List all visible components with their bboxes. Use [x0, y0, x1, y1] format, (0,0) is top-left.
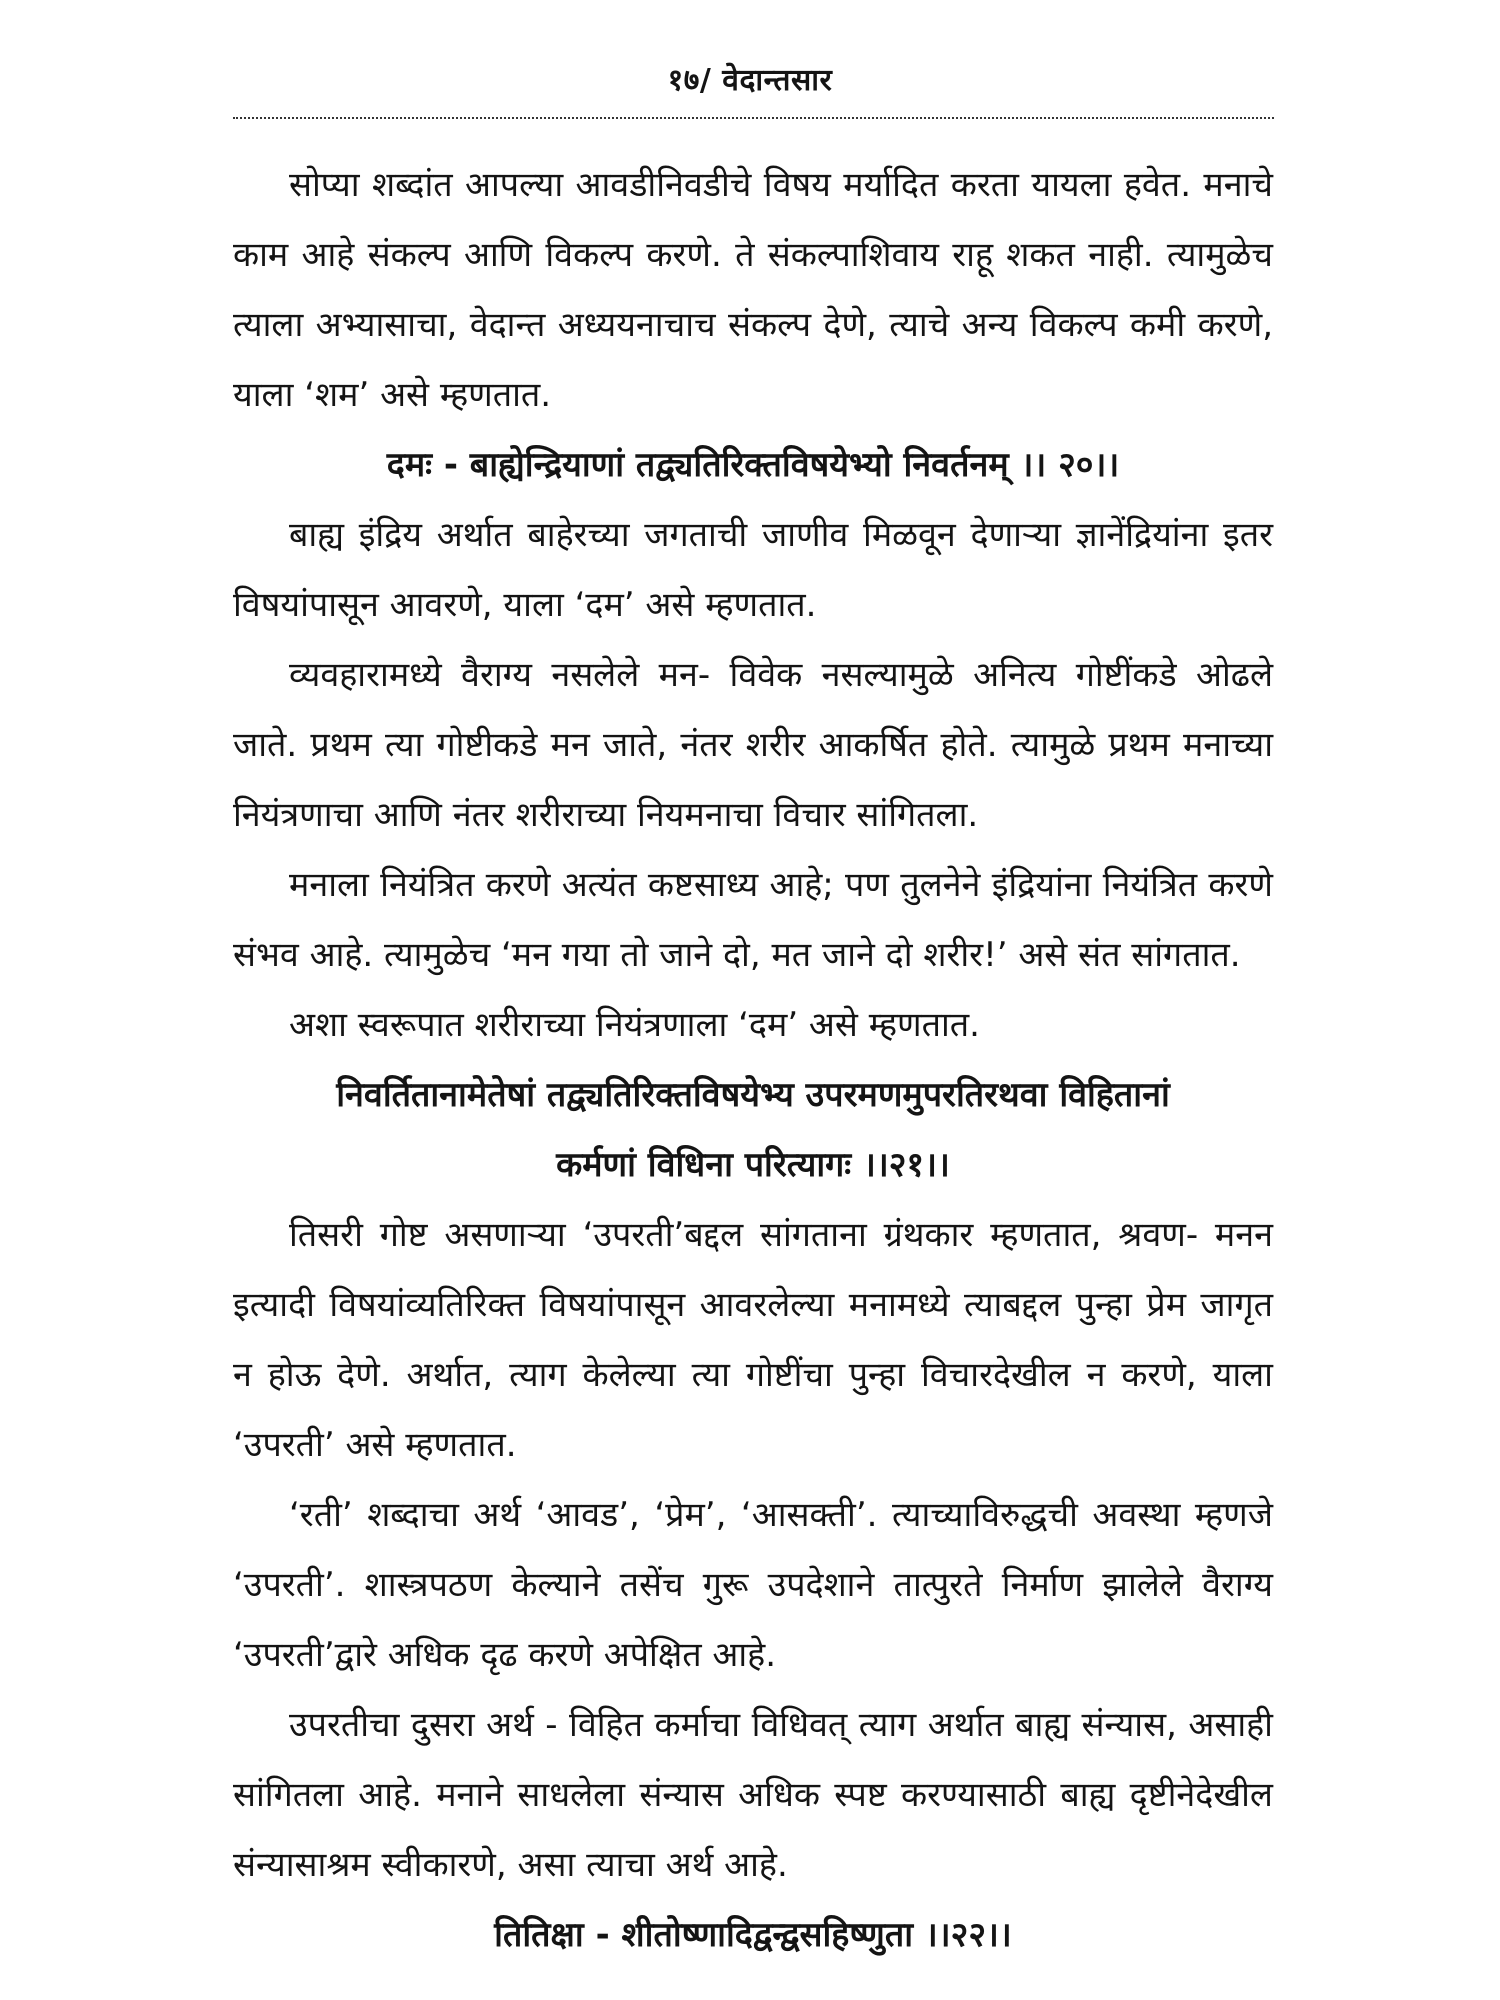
paragraph-dama-summary: अशा स्वरूपात शरीराच्या नियंत्रणाला ‘दम’ असे म्हणतात. — [289, 1005, 980, 1045]
paragraph-shama: सोप्या शब्दांत आपल्या आवडीनिवडीचे विषय मर्यादित करता यायला हवेत. मनाचे काम आहे संकल्प आणि विकल्प करणे. ते संकल्पाशिवाय राहू शकत नाही. त्यामुळेच त्याला अभ्यासाचा, वेदान्त अध्ययनाचाच संकल्प देणे, त्याचे अन्य विकल्प कमी करणे, याला ‘शम’ असे म्हणतात. — [233, 165, 1273, 415]
paragraph-uparati: तिसरी गोष्ट असणाऱ्या ‘उपरती’बद्दल सांगताना ग्रंथकार म्हणतात, श्रवण- मनन इत्यादी विषयांव्यतिरिक्त विषयांपासून आवरलेल्या मनामध्ये त्याबद्दल पुन्हा प्रेम जागृत न होऊ देणे. अर्थात, त्याग केलेल्या त्या गोष्टींचा पुन्हा विचारदेखील न करणे, याला ‘उपरती’ असे म्हणतात. — [233, 1215, 1273, 1465]
sutra-21-line-1: निवर्तितानामेतेषां तद्व्यतिरिक्तविषयेभ्य उपरमणमुपरतिरथवा विहितानां — [336, 1075, 1170, 1115]
sutra-22: तितिक्षा - शीतोष्णादिद्वन्द्वसहिष्णुता ।।२२।। — [494, 1915, 1012, 1955]
sutra-20: दमः - बाह्येन्द्रियाणां तद्व्यतिरिक्तविषयेभ्यो निवर्तनम् ।। २०।। — [386, 445, 1120, 485]
header-divider — [233, 117, 1274, 119]
sutra-21-line-2: कर्मणां विधिना परित्यागः ।।२१।। — [556, 1145, 950, 1185]
paragraph-rati-meaning: ‘रती’ शब्दाचा अर्थ ‘आवड’, ‘प्रेम’, ‘आसक्ती’. त्याच्याविरुद्धची अवस्था म्हणजे ‘उपरती’. शास्त्रपठण केल्याने तसेंच गुरू उपदेशाने तात्पुरते निर्माण झालेले वैराग्य ‘उपरती’द्वारे अधिक दृढ करणे अपेक्षित आहे. — [233, 1495, 1273, 1675]
paragraph-indriya-control: मनाला नियंत्रित करणे अत्यंत कष्टसाध्य आहे; पण तुलनेने इंद्रियांना नियंत्रित करणे संभव आहे. त्यामुळेच ‘मन गया तो जाने दो, मत जाने दो शरीर!’ असे संत सांगतात. — [233, 865, 1273, 975]
paragraph-uparati-second-meaning: उपरतीचा दुसरा अर्थ - विहित कर्माचा विधिवत् त्याग अर्थात बाह्य संन्यास, असाही सांगितला आहे. मनाने साधलेला संन्यास अधिक स्पष्ट करण्यासाठी बाह्य दृष्टीनेदेखील संन्यासाश्रम स्वीकारणे, असा त्याचा अर्थ आहे. — [233, 1705, 1273, 1885]
paragraph-vairagya: व्यवहारामध्ये वैराग्य नसलेले मन- विवेक नसल्यामुळे अनित्य गोष्टींकडे ओढले जाते. प्रथम त्या गोष्टीकडे मन जाते, नंतर शरीर आकर्षित होते. त्यामुळे प्रथम मनाच्या नियंत्रणाचा आणि नंतर शरीराच्या नियमनाचा विचार सांगितला. — [233, 655, 1273, 835]
page-body — [233, 150, 1273, 1970]
paragraph-dama-definition: बाह्य इंद्रिय अर्थात बाहेरच्या जगताची जाणीव मिळवून देणाऱ्या ज्ञानेंद्रियांना इतर विषयांपासून आवरणे, याला ‘दम’ असे म्हणतात. — [233, 515, 1273, 625]
page-header: १७/ वेदान्तसार — [667, 63, 833, 98]
